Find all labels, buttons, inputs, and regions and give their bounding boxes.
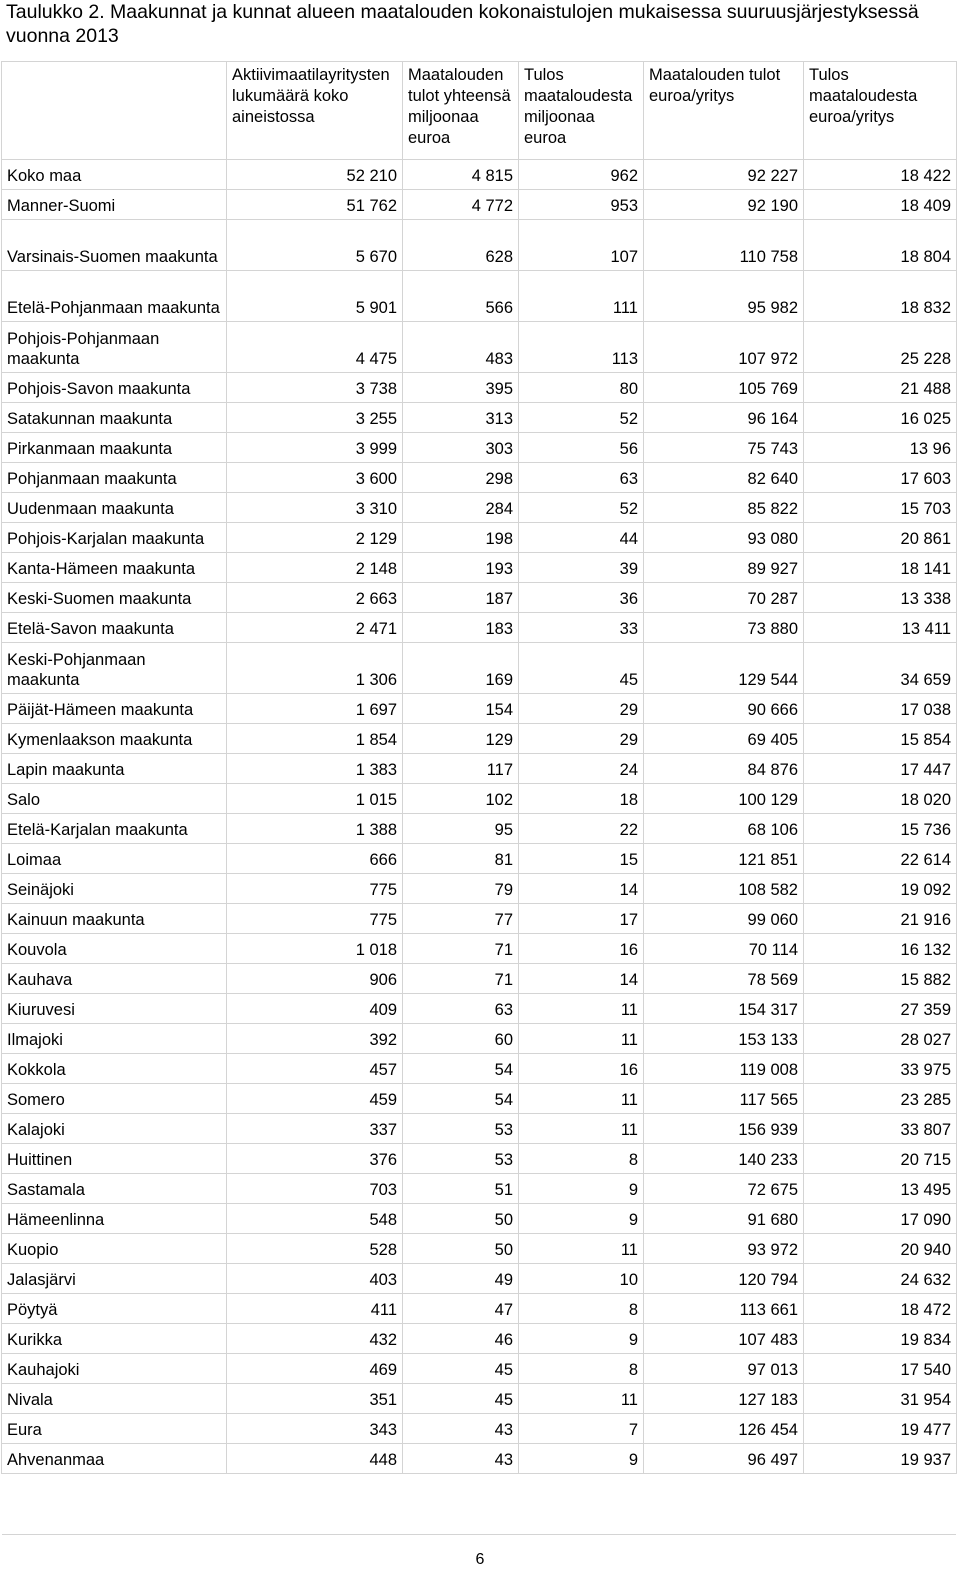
row-name: Lapin maakunta [2,754,227,784]
page-number: 6 [475,1551,485,1568]
row-income-per-firm: 89 927 [644,553,804,583]
row-income: 193 [403,553,519,583]
row-count: 3 600 [227,463,403,493]
table-row [2,844,957,874]
table-row [2,1114,957,1144]
row-income: 303 [403,433,519,463]
row-result-per-firm: 28 027 [804,1024,957,1054]
row-count: 528 [227,1234,403,1264]
row-income: 628 [403,220,519,271]
table-row [2,583,957,613]
row-result-per-firm: 18 804 [804,220,957,271]
row-income-per-firm: 85 822 [644,493,804,523]
row-income: 102 [403,784,519,814]
row-result: 14 [519,874,644,904]
table-row [2,1324,957,1354]
row-income: 4 815 [403,160,519,190]
table-row [2,553,957,583]
row-result: 113 [519,322,644,373]
row-result-per-firm: 19 937 [804,1444,957,1474]
row-count: 457 [227,1054,403,1084]
row-result: 11 [519,994,644,1024]
table-row [2,1264,957,1294]
row-count: 3 738 [227,373,403,403]
row-name: Kuopio [2,1234,227,1264]
row-name: Hämeenlinna [2,1204,227,1234]
row-result: 16 [519,934,644,964]
row-income: 566 [403,271,519,322]
row-result-per-firm: 27 359 [804,994,957,1024]
table-row [2,754,957,784]
row-count: 1 018 [227,934,403,964]
row-income: 49 [403,1264,519,1294]
row-result-per-firm: 16 132 [804,934,957,964]
header-name [2,62,227,160]
row-income: 45 [403,1354,519,1384]
row-income-per-firm: 110 758 [644,220,804,271]
row-count: 1 388 [227,814,403,844]
table-row [2,190,957,220]
row-income: 198 [403,523,519,553]
row-income-per-firm: 68 106 [644,814,804,844]
row-count: 448 [227,1444,403,1474]
row-count: 2 663 [227,583,403,613]
table-row [2,271,957,322]
row-name: Salo [2,784,227,814]
row-income: 77 [403,904,519,934]
row-count: 1 854 [227,724,403,754]
row-result: 63 [519,463,644,493]
row-result-per-firm: 18 141 [804,553,957,583]
row-income-per-firm: 153 133 [644,1024,804,1054]
row-name: Kauhajoki [2,1354,227,1384]
row-income: 53 [403,1144,519,1174]
row-income-per-firm: 72 675 [644,1174,804,1204]
row-result: 962 [519,160,644,190]
row-income-per-firm: 120 794 [644,1264,804,1294]
row-income-per-firm: 82 640 [644,463,804,493]
row-result-per-firm: 18 409 [804,190,957,220]
table-row [2,160,957,190]
row-result: 14 [519,964,644,994]
row-result: 107 [519,220,644,271]
row-count: 411 [227,1294,403,1324]
row-name: Kymenlaakson maakunta [2,724,227,754]
row-count: 703 [227,1174,403,1204]
row-income-per-firm: 70 287 [644,583,804,613]
row-result: 9 [519,1204,644,1234]
header-income: Maatalouden tulot yhteensä miljoonaa euroa [403,62,519,160]
row-result-per-firm: 17 447 [804,754,957,784]
row-income: 63 [403,994,519,1024]
table-row [2,433,957,463]
table-row [2,613,957,643]
row-income-per-firm: 113 661 [644,1294,804,1324]
row-count: 1 015 [227,784,403,814]
row-income: 54 [403,1054,519,1084]
row-name: Huittinen [2,1144,227,1174]
row-name: Kainuun maakunta [2,904,227,934]
row-income: 71 [403,934,519,964]
row-income: 43 [403,1414,519,1444]
footer-rule [2,1534,956,1535]
row-result-per-firm: 13 411 [804,613,957,643]
row-result: 52 [519,493,644,523]
row-name: Loimaa [2,844,227,874]
row-count: 3 999 [227,433,403,463]
table-row [2,1234,957,1264]
table-row [2,1024,957,1054]
header-row [2,62,957,160]
row-name: Etelä-Savon maakunta [2,613,227,643]
row-result: 18 [519,784,644,814]
row-result-per-firm: 21 916 [804,904,957,934]
row-income-per-firm: 92 227 [644,160,804,190]
row-name: Uudenmaan maakunta [2,493,227,523]
table-row [2,322,957,373]
row-count: 2 129 [227,523,403,553]
table-row [2,220,957,271]
row-count: 409 [227,994,403,1024]
row-income: 53 [403,1114,519,1144]
row-income-per-firm: 78 569 [644,964,804,994]
row-result-per-firm: 33 807 [804,1114,957,1144]
row-income-per-firm: 140 233 [644,1144,804,1174]
table-row [2,1384,957,1414]
row-result-per-firm: 15 882 [804,964,957,994]
row-income-per-firm: 119 008 [644,1054,804,1084]
row-count: 337 [227,1114,403,1144]
table-row [2,874,957,904]
row-income-per-firm: 96 164 [644,403,804,433]
row-name: Kokkola [2,1054,227,1084]
table-row [2,493,957,523]
row-name: Keski-Suomen maakunta [2,583,227,613]
row-income: 117 [403,754,519,784]
row-result: 22 [519,814,644,844]
row-result-per-firm: 19 092 [804,874,957,904]
row-result-per-firm: 20 940 [804,1234,957,1264]
header-income-per-firm: Maatalouden tulot euroa/yritys [644,62,804,160]
row-income: 298 [403,463,519,493]
row-name: Varsinais-Suomen maakunta [2,220,227,271]
row-income: 169 [403,643,519,694]
row-result-per-firm: 23 285 [804,1084,957,1114]
table-row [2,373,957,403]
row-income-per-firm: 126 454 [644,1414,804,1444]
row-count: 1 697 [227,694,403,724]
row-result: 17 [519,904,644,934]
header-result-per-firm: Tulos maataloudesta euroa/yritys [804,62,957,160]
row-result: 9 [519,1324,644,1354]
row-income: 45 [403,1384,519,1414]
row-income-per-firm: 107 483 [644,1324,804,1354]
row-name: Seinäjoki [2,874,227,904]
row-result-per-firm: 13 495 [804,1174,957,1204]
row-income-per-firm: 154 317 [644,994,804,1024]
row-result-per-firm: 25 228 [804,322,957,373]
row-result-per-firm: 19 477 [804,1414,957,1444]
row-count: 5 670 [227,220,403,271]
row-result-per-firm: 33 975 [804,1054,957,1084]
row-result-per-firm: 18 832 [804,271,957,322]
row-income-per-firm: 93 080 [644,523,804,553]
row-result-per-firm: 17 603 [804,463,957,493]
row-result: 11 [519,1114,644,1144]
row-count: 469 [227,1354,403,1384]
row-result: 29 [519,724,644,754]
row-result: 9 [519,1174,644,1204]
row-result: 10 [519,1264,644,1294]
row-income-per-firm: 100 129 [644,784,804,814]
row-income-per-firm: 70 114 [644,934,804,964]
row-count: 666 [227,844,403,874]
row-name: Kiuruvesi [2,994,227,1024]
row-result-per-firm: 18 472 [804,1294,957,1324]
row-income-per-firm: 97 013 [644,1354,804,1384]
row-income: 54 [403,1084,519,1114]
row-name: Keski-Pohjanmaan maakunta [2,643,227,694]
row-name: Pohjois-Karjalan maakunta [2,523,227,553]
row-name: Koko maa [2,160,227,190]
row-income: 395 [403,373,519,403]
row-result-per-firm: 15 736 [804,814,957,844]
row-name: Kouvola [2,934,227,964]
table-row [2,934,957,964]
table-title: Taulukko 2. Maakunnat ja kunnat alueen maatalouden kokonaistulojen mukaisessa suuruusjärjestyksessä vuonna 2013 [6,1,919,47]
row-result: 29 [519,694,644,724]
row-income: 51 [403,1174,519,1204]
table-row [2,1204,957,1234]
table-row [2,964,957,994]
row-income-per-firm: 127 183 [644,1384,804,1414]
row-count: 548 [227,1204,403,1234]
table-row [2,1054,957,1084]
row-income: 284 [403,493,519,523]
row-count: 3 310 [227,493,403,523]
table-row [2,1294,957,1324]
row-income-per-firm: 121 851 [644,844,804,874]
table-row [2,814,957,844]
row-result: 11 [519,1024,644,1054]
row-income-per-firm: 108 582 [644,874,804,904]
row-result: 15 [519,844,644,874]
row-name: Päijät-Hämeen maakunta [2,694,227,724]
row-income: 79 [403,874,519,904]
row-name: Etelä-Karjalan maakunta [2,814,227,844]
row-result-per-firm: 17 540 [804,1354,957,1384]
table-row [2,643,957,694]
table-row [2,1084,957,1114]
row-result: 8 [519,1144,644,1174]
row-result-per-firm: 34 659 [804,643,957,694]
row-income-per-firm: 84 876 [644,754,804,784]
row-income-per-firm: 117 565 [644,1084,804,1114]
row-income-per-firm: 69 405 [644,724,804,754]
data-table [1,61,957,1474]
row-income: 483 [403,322,519,373]
row-result-per-firm: 19 834 [804,1324,957,1354]
row-income: 81 [403,844,519,874]
row-result: 9 [519,1444,644,1474]
row-income-per-firm: 73 880 [644,613,804,643]
row-result: 80 [519,373,644,403]
table-row [2,994,957,1024]
row-count: 376 [227,1144,403,1174]
table-row [2,523,957,553]
row-name: Eura [2,1414,227,1444]
row-count: 775 [227,874,403,904]
row-result: 33 [519,613,644,643]
row-income: 4 772 [403,190,519,220]
row-name: Satakunnan maakunta [2,403,227,433]
row-name: Pirkanmaan maakunta [2,433,227,463]
row-count: 4 475 [227,322,403,373]
row-result-per-firm: 18 020 [804,784,957,814]
row-count: 1 383 [227,754,403,784]
row-result: 36 [519,583,644,613]
row-result-per-firm: 13 96 [804,433,957,463]
row-result-per-firm: 20 861 [804,523,957,553]
row-result: 11 [519,1084,644,1114]
row-count: 432 [227,1324,403,1354]
row-income-per-firm: 75 743 [644,433,804,463]
row-name: Pohjois-Pohjanmaan maakunta [2,322,227,373]
row-count: 459 [227,1084,403,1114]
row-result-per-firm: 15 854 [804,724,957,754]
row-income-per-firm: 105 769 [644,373,804,403]
row-name: Kanta-Hämeen maakunta [2,553,227,583]
row-result-per-firm: 20 715 [804,1144,957,1174]
table-row [2,1414,957,1444]
row-income: 60 [403,1024,519,1054]
row-income: 47 [403,1294,519,1324]
row-name: Somero [2,1084,227,1114]
row-count: 351 [227,1384,403,1414]
row-result-per-firm: 17 090 [804,1204,957,1234]
row-result: 11 [519,1234,644,1264]
row-name: Ilmajoki [2,1024,227,1054]
row-income: 50 [403,1234,519,1264]
row-income-per-firm: 90 666 [644,694,804,724]
row-name: Kauhava [2,964,227,994]
table-row [2,784,957,814]
row-income: 183 [403,613,519,643]
row-name: Manner-Suomi [2,190,227,220]
row-result: 8 [519,1294,644,1324]
row-income-per-firm: 99 060 [644,904,804,934]
row-income: 95 [403,814,519,844]
table-row [2,904,957,934]
header-result: Tulos maataloudesta miljoonaa euroa [519,62,644,160]
row-result-per-firm: 24 632 [804,1264,957,1294]
row-income: 71 [403,964,519,994]
row-income: 46 [403,1324,519,1354]
row-count: 343 [227,1414,403,1444]
row-count: 775 [227,904,403,934]
row-count: 52 210 [227,160,403,190]
row-count: 51 762 [227,190,403,220]
row-result: 7 [519,1414,644,1444]
row-result-per-firm: 17 038 [804,694,957,724]
row-count: 906 [227,964,403,994]
row-result-per-firm: 13 338 [804,583,957,613]
row-income-per-firm: 156 939 [644,1114,804,1144]
row-income-per-firm: 96 497 [644,1444,804,1474]
row-count: 3 255 [227,403,403,433]
row-result: 45 [519,643,644,694]
table-row [2,403,957,433]
row-income: 50 [403,1204,519,1234]
row-name: Kalajoki [2,1114,227,1144]
row-result-per-firm: 22 614 [804,844,957,874]
table-row [2,1444,957,1474]
row-income: 154 [403,694,519,724]
row-result-per-firm: 15 703 [804,493,957,523]
row-result-per-firm: 18 422 [804,160,957,190]
row-income-per-firm: 92 190 [644,190,804,220]
row-result: 953 [519,190,644,220]
row-name: Jalasjärvi [2,1264,227,1294]
row-result: 16 [519,1054,644,1084]
row-count: 403 [227,1264,403,1294]
row-result-per-firm: 16 025 [804,403,957,433]
row-count: 392 [227,1024,403,1054]
row-count: 5 901 [227,271,403,322]
row-result: 11 [519,1384,644,1414]
row-income: 187 [403,583,519,613]
row-income: 43 [403,1444,519,1474]
row-result-per-firm: 31 954 [804,1384,957,1414]
row-name: Pöytyä [2,1294,227,1324]
row-result: 52 [519,403,644,433]
table-row [2,694,957,724]
row-income: 313 [403,403,519,433]
row-income-per-firm: 107 972 [644,322,804,373]
row-income-per-firm: 129 544 [644,643,804,694]
row-name: Ahvenanmaa [2,1444,227,1474]
table-row [2,1354,957,1384]
row-result: 111 [519,271,644,322]
row-name: Sastamala [2,1174,227,1204]
row-result-per-firm: 21 488 [804,373,957,403]
row-name: Etelä-Pohjanmaan maakunta [2,271,227,322]
row-result: 24 [519,754,644,784]
row-result: 44 [519,523,644,553]
row-income-per-firm: 95 982 [644,271,804,322]
table-row [2,1174,957,1204]
row-name: Pohjanmaan maakunta [2,463,227,493]
row-name: Pohjois-Savon maakunta [2,373,227,403]
row-income-per-firm: 93 972 [644,1234,804,1264]
row-result: 8 [519,1354,644,1384]
row-count: 2 471 [227,613,403,643]
header-count: Aktiivimaatilayritysten lukumäärä koko aineistossa [227,62,403,160]
table-row [2,1144,957,1174]
row-income-per-firm: 91 680 [644,1204,804,1234]
row-count: 2 148 [227,553,403,583]
row-count: 1 306 [227,643,403,694]
row-income: 129 [403,724,519,754]
row-result: 39 [519,553,644,583]
row-result: 56 [519,433,644,463]
table-row [2,463,957,493]
table-row [2,724,957,754]
row-name: Kurikka [2,1324,227,1354]
row-name: Nivala [2,1384,227,1414]
